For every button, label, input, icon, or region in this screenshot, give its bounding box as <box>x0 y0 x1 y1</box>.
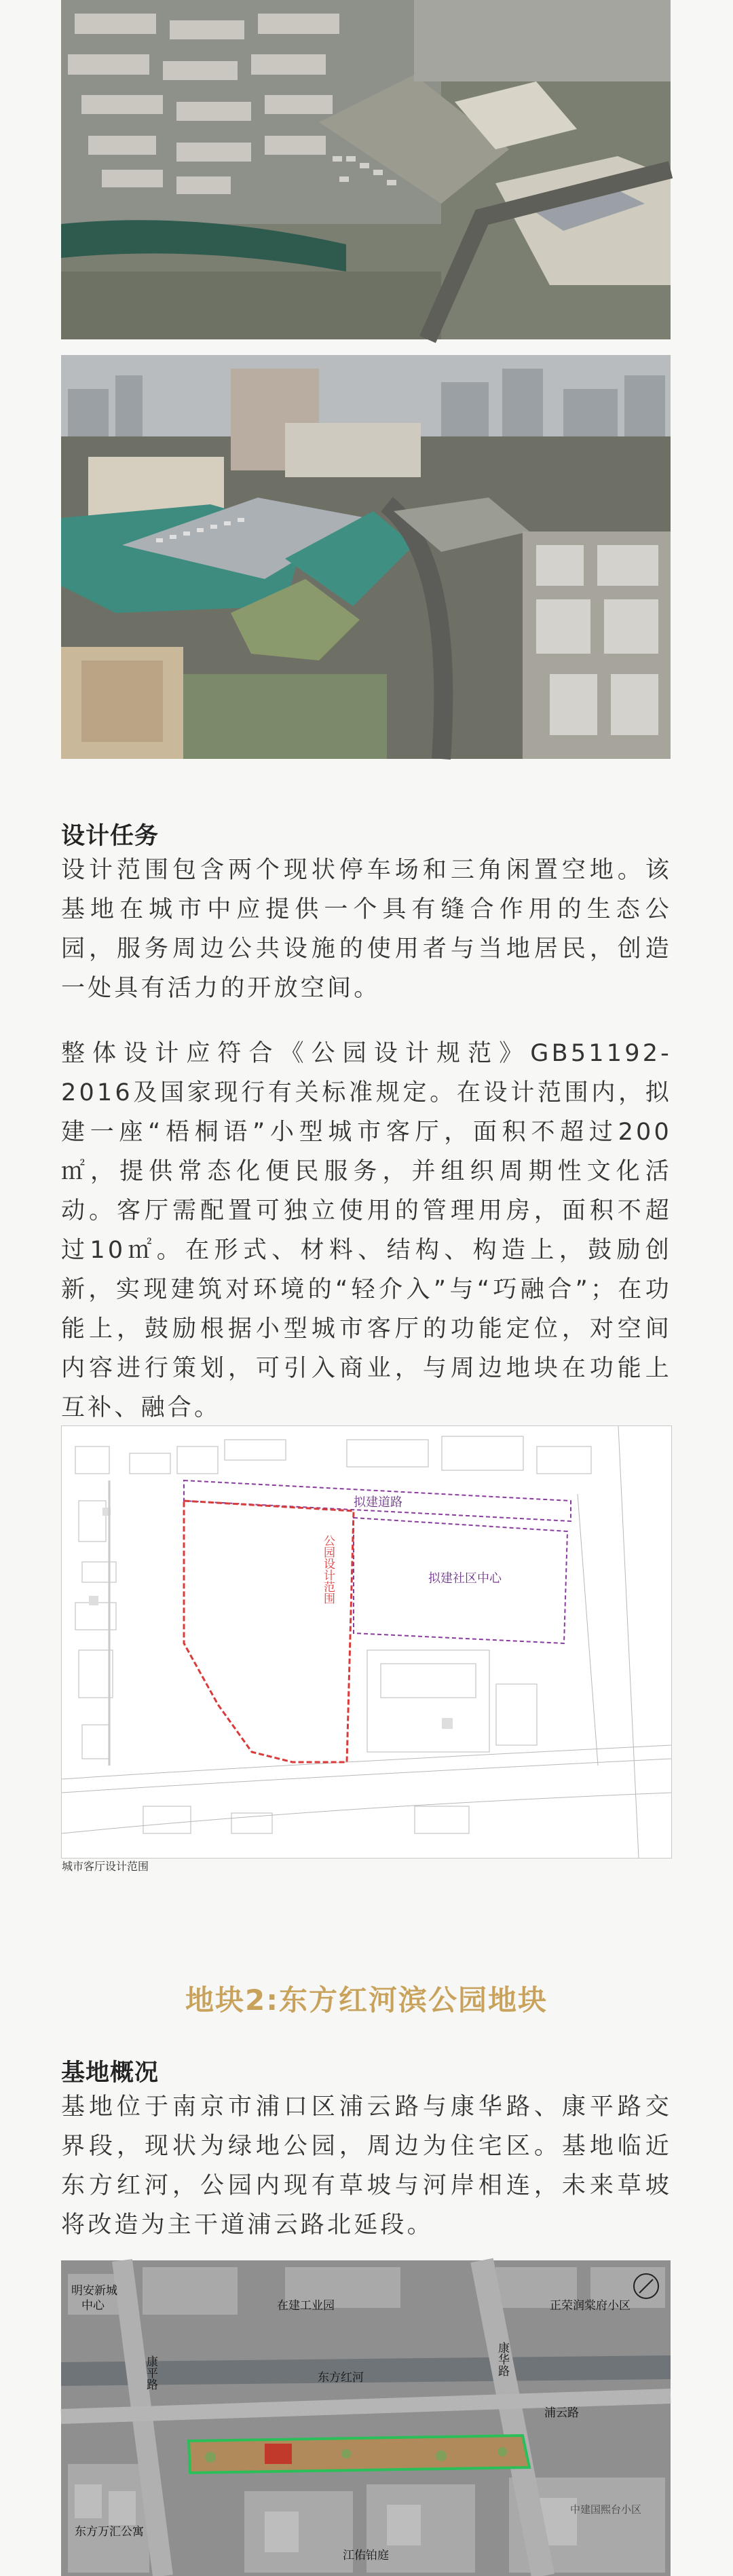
section-2-title: 地块2:东方红河滨公园地块 <box>185 1983 548 2017</box>
site-overview-paragraph: 基地位于南京市浦口区浦云路与康华路、康平路交界段，现状为绿地公园，周边为住宅区。基地临近东方红河，公园内现有草坡与河岸相连，未来草坡将改造为主干道浦云路北延段。 <box>61 2093 672 2239</box>
label-mingan: 明安新城 <box>71 2284 117 2298</box>
svg-text:公园设计范围: 公园设计范围 <box>321 1535 335 1604</box>
site-plan-map-2 <box>61 2260 671 2576</box>
label-kangping: 康平路 <box>144 2355 157 2390</box>
label-wanhui: 东方万汇公寓 <box>75 2525 144 2539</box>
label-zhongjian: 中建国熙台小区 <box>570 2503 642 2516</box>
community-center-label: 拟建社区中心 <box>428 1571 502 1586</box>
park-boundary-label <box>321 1535 335 1604</box>
city-hall-boundary-label: 城市客厅设计范围 <box>62 1860 149 1873</box>
design-task-paragraph-1: 设计范围包含两个现状停车场和三角闲置空地。该基地在城市中应提供一个具有缝合作用的生态公园，服务周边公共设施的使用者与当地居民，创造一处具有活力的开放空间。 <box>61 857 672 1002</box>
label-kanghua: 康华路 <box>495 2342 509 2376</box>
label-puyun: 浦云路 <box>544 2406 579 2420</box>
label-jiangyou: 江佑铂庭 <box>343 2549 389 2562</box>
label-industrial: 在建工业园 <box>277 2299 335 2313</box>
aerial-photo-2 <box>61 355 671 759</box>
design-task-paragraph-2: 整体设计应符合《公园设计规范》GB51192-2016及国家现行有关标准规定。在设计范围内，拟建一座“梧桐语”小型城市客厅，面积不超过200㎡，提供常态化便民服务，并组织周期性文化活动。客厅需配置可独立使用的管理用房，面积不超过10㎡。在形式、材料、结构、构造上，鼓励创新，实现建筑对环境的“轻介入”与“巧融合”；在功能上，鼓励根据小型城市客厅的功能定位，对空间内容进行策划，可引入商业，与周边地块在功能上互补、融合。 <box>61 1040 672 1421</box>
design-task-heading: 设计任务 <box>61 823 159 850</box>
aerial-photo-1 <box>61 0 671 339</box>
site-plan-map-1 <box>61 1425 672 1873</box>
label-center: 中心 <box>81 2299 105 2313</box>
road-label: 拟建道路 <box>354 1495 402 1510</box>
label-zhengrong: 正荣润棠府小区 <box>550 2299 631 2313</box>
label-river: 东方红河 <box>318 2371 364 2385</box>
site-overview-heading: 基地概况 <box>61 2059 159 2087</box>
